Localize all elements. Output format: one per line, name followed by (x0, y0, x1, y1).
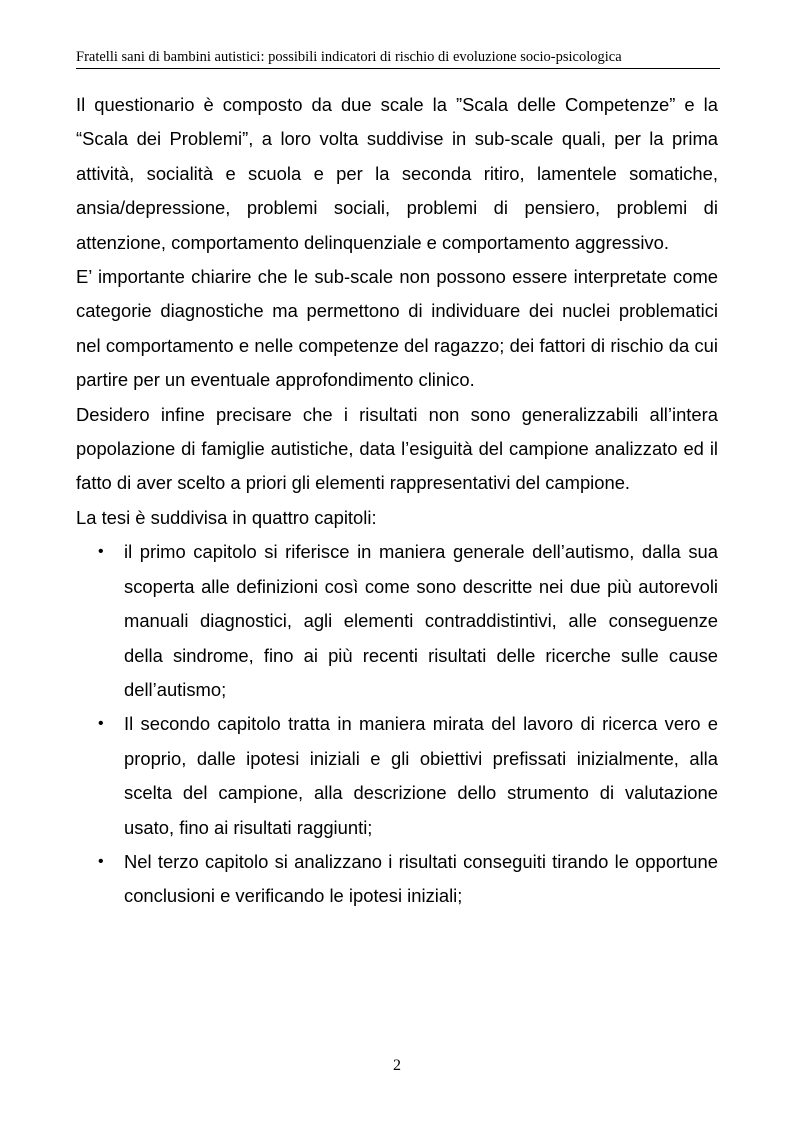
header-divider (76, 68, 720, 69)
list-item (76, 535, 718, 707)
bullet-icon: • (98, 543, 104, 561)
page-number: 2 (393, 1057, 401, 1074)
list-item (76, 845, 718, 914)
chapter-description: Il secondo capitolo tratta in maniera mirata del lavoro di ricerca vero e proprio, dalle ipotesi iniziali e gli obiettivi prefissati inizialmente, alla scelta del campione, alla descrizione dello strumento di valutazione usato, fino ai risultati raggiunti; (124, 713, 718, 838)
page-body (76, 88, 718, 914)
chapter-list (76, 535, 718, 913)
list-item (76, 707, 718, 845)
running-header: Fratelli sani di bambini autistici: possibili indicatori di rischio di evoluzione socio-psicologica (76, 49, 622, 65)
chapter-description: il primo capitolo si riferisce in maniera generale dell’autismo, dalla sua scoperta alle definizioni così come sono descritte nei due più autorevoli manuali diagnostici, agli elementi contraddistintivi, alle conseguenze della sindrome, fino ai più recenti risultati delle ricerche sulle cause dell’autismo; (124, 541, 718, 700)
bullet-icon: • (98, 852, 104, 870)
bullet-icon: • (98, 715, 104, 733)
chapter-description: Nel terzo capitolo si analizzano i risultati conseguiti tirando le opportune conclusioni e verificando le ipotesi iniziali; (124, 850, 718, 907)
paragraph-limitations: Desidero infine precisare che i risultati non sono generalizzabili all’intera popolazione di famiglie autistiche, data l’esiguità del campione analizzato ed il fatto di aver scelto a priori gli elementi rappresentativi del campione. (76, 403, 718, 494)
paragraph-subscales: E’ importante chiarire che le sub-scale non possono essere interpretate come categorie diagnostiche ma permettono di individuare dei nuclei problematici nel comportamento e nelle competenze del ragazzo; dei fattori di rischio da cui partire per un eventuale approfondimento clinico. (76, 266, 718, 391)
paragraph-questionnaire: Il questionario è composto da due scale la ”Scala delle Competenze” e la “Scala dei Problemi”, a loro volta suddivise in sub-scale quali, per la prima attività, socialità e scuola e per la seconda ritiro, lamentele somatiche, ansia/depressione, problemi sociali, problemi di pensiero, problemi di attenzione, comportamento delinquenziale e comportamento aggressivo. (76, 94, 718, 253)
paragraph-thesis-structure: La tesi è suddivisa in quattro capitoli: (76, 506, 377, 528)
